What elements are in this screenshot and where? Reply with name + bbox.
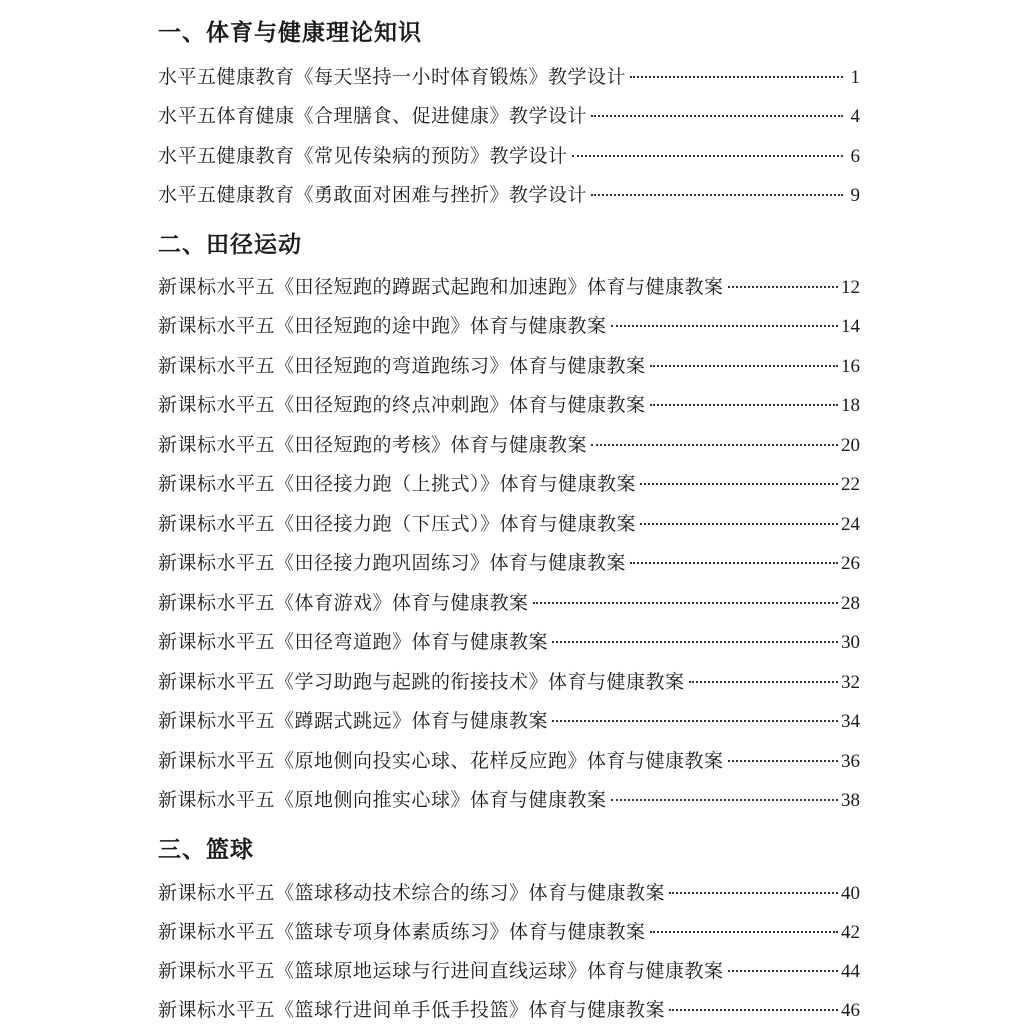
dot-leader [650, 365, 838, 367]
section-title-2: 二、田径运动 [158, 232, 302, 258]
toc-entry-label: 新课标水平五《蹲踞式跳远》体育与健康教案 [158, 710, 549, 732]
toc-entry-page: 1 [850, 67, 860, 88]
dot-leader [689, 681, 838, 683]
toc-entry[interactable] [158, 311, 860, 339]
toc-entry[interactable] [158, 878, 860, 906]
dot-leader [640, 523, 838, 525]
dot-leader [728, 286, 838, 288]
toc-entry-page: 6 [850, 146, 860, 167]
toc-entry-label: 水平五健康教育《勇敢面对困难与挫折》教学设计 [158, 184, 588, 206]
toc-entry-page: 28 [841, 593, 860, 614]
toc-entry[interactable] [158, 509, 860, 537]
toc-entry-label: 新课标水平五《体育游戏》体育与健康教案 [158, 592, 529, 614]
dot-leader [591, 194, 843, 196]
toc-entry-page: 46 [841, 1000, 860, 1021]
toc-entry[interactable] [158, 956, 860, 984]
toc-entry-page: 30 [841, 632, 860, 653]
toc-entry-page: 20 [841, 435, 860, 456]
toc-entry-label: 水平五健康教育《常见传染病的预防》教学设计 [158, 145, 568, 167]
dot-leader [552, 720, 838, 722]
dot-leader [611, 325, 838, 327]
toc-entry-page: 18 [841, 395, 860, 416]
toc-entry-label: 新课标水平五《原地侧向投实心球、花样反应跑》体育与健康教案 [158, 750, 724, 772]
toc-entry-page: 16 [841, 356, 860, 377]
toc-entry-label: 新课标水平五《学习助跑与起跳的衔接技术》体育与健康教案 [158, 671, 685, 693]
toc-entry[interactable] [158, 627, 860, 655]
toc-entry-page: 22 [841, 474, 860, 495]
dot-leader [591, 115, 843, 117]
dot-leader [630, 76, 843, 78]
toc-entry-label: 新课标水平五《田径弯道跑》体育与健康教案 [158, 631, 549, 653]
toc-entry-page: 4 [850, 106, 860, 127]
toc-entry-label: 新课标水平五《篮球移动技术综合的练习》体育与健康教案 [158, 882, 666, 904]
section-title-1: 一、体育与健康理论知识 [158, 20, 422, 46]
dot-leader [728, 970, 838, 972]
toc-entry-page: 14 [841, 316, 860, 337]
dot-leader [533, 602, 838, 604]
dot-leader [630, 562, 838, 564]
toc-entry[interactable] [158, 469, 860, 497]
dot-leader [572, 155, 843, 157]
toc-entry-label: 新课标水平五《田径接力跑巩固练习》体育与健康教案 [158, 552, 627, 574]
toc-entry[interactable] [158, 390, 860, 418]
toc-entry[interactable] [158, 706, 860, 734]
toc-entry[interactable] [158, 430, 860, 458]
dot-leader [650, 931, 838, 933]
toc-entry-page: 24 [841, 514, 860, 535]
toc-entry-label: 新课标水平五《田径接力跑（下压式）》体育与健康教案 [158, 513, 637, 535]
toc-entry[interactable] [158, 785, 860, 813]
toc-entry-page: 40 [841, 883, 860, 904]
toc-entry-label: 新课标水平五《田径短跑的途中跑》体育与健康教案 [158, 315, 607, 337]
toc-entry-label: 水平五健康教育《每天坚持一小时体育锻炼》教学设计 [158, 66, 627, 88]
toc-entry-label: 新课标水平五《田径短跑的弯道跑练习》体育与健康教案 [158, 355, 646, 377]
toc-entry-label: 水平五体育健康《合理膳食、促进健康》教学设计 [158, 105, 588, 127]
toc-entry-page: 44 [841, 961, 860, 982]
toc-entry-label: 新课标水平五《田径短跑的终点冲刺跑》体育与健康教案 [158, 394, 646, 416]
toc-entry-label: 新课标水平五《篮球行进间单手低手投篮》体育与健康教案 [158, 999, 666, 1021]
dot-leader [591, 444, 838, 446]
toc-entry[interactable] [158, 917, 860, 945]
section-title-3: 三、篮球 [158, 837, 254, 863]
toc-entry[interactable] [158, 101, 860, 129]
toc-entry-page: 12 [841, 277, 860, 298]
dot-leader [611, 799, 838, 801]
dot-leader [640, 483, 838, 485]
toc-entry-page: 36 [841, 751, 860, 772]
dot-leader [728, 760, 838, 762]
toc-entry-label: 新课标水平五《篮球专项身体素质练习》体育与健康教案 [158, 921, 646, 943]
toc-entry[interactable] [158, 272, 860, 300]
toc-entry[interactable] [158, 995, 860, 1023]
toc-entry-page: 26 [841, 553, 860, 574]
toc-entry-label: 新课标水平五《原地侧向推实心球》体育与健康教案 [158, 789, 607, 811]
toc-entry-label: 新课标水平五《田径短跑的蹲踞式起跑和加速跑》体育与健康教案 [158, 276, 724, 298]
toc-entry[interactable] [158, 746, 860, 774]
toc-entry-label: 新课标水平五《田径短跑的考核》体育与健康教案 [158, 434, 588, 456]
dot-leader [669, 1009, 838, 1011]
toc-entry-label: 新课标水平五《篮球原地运球与行进间直线运球》体育与健康教案 [158, 960, 724, 982]
toc-entry[interactable] [158, 588, 860, 616]
dot-leader [552, 641, 838, 643]
toc-entry-page: 34 [841, 711, 860, 732]
toc-entry[interactable] [158, 351, 860, 379]
toc-entry-page: 42 [841, 922, 860, 943]
toc-entry[interactable] [158, 180, 860, 208]
toc-entry-page: 9 [850, 185, 860, 206]
toc-entry[interactable] [158, 667, 860, 695]
toc-entry[interactable] [158, 548, 860, 576]
toc-entry[interactable] [158, 62, 860, 90]
toc-entry-label: 新课标水平五《田径接力跑（上挑式）》体育与健康教案 [158, 473, 637, 495]
dot-leader [650, 404, 838, 406]
dot-leader [669, 892, 838, 894]
toc-entry-page: 32 [841, 672, 860, 693]
toc-entry[interactable] [158, 141, 860, 169]
toc-entry-page: 38 [841, 790, 860, 811]
